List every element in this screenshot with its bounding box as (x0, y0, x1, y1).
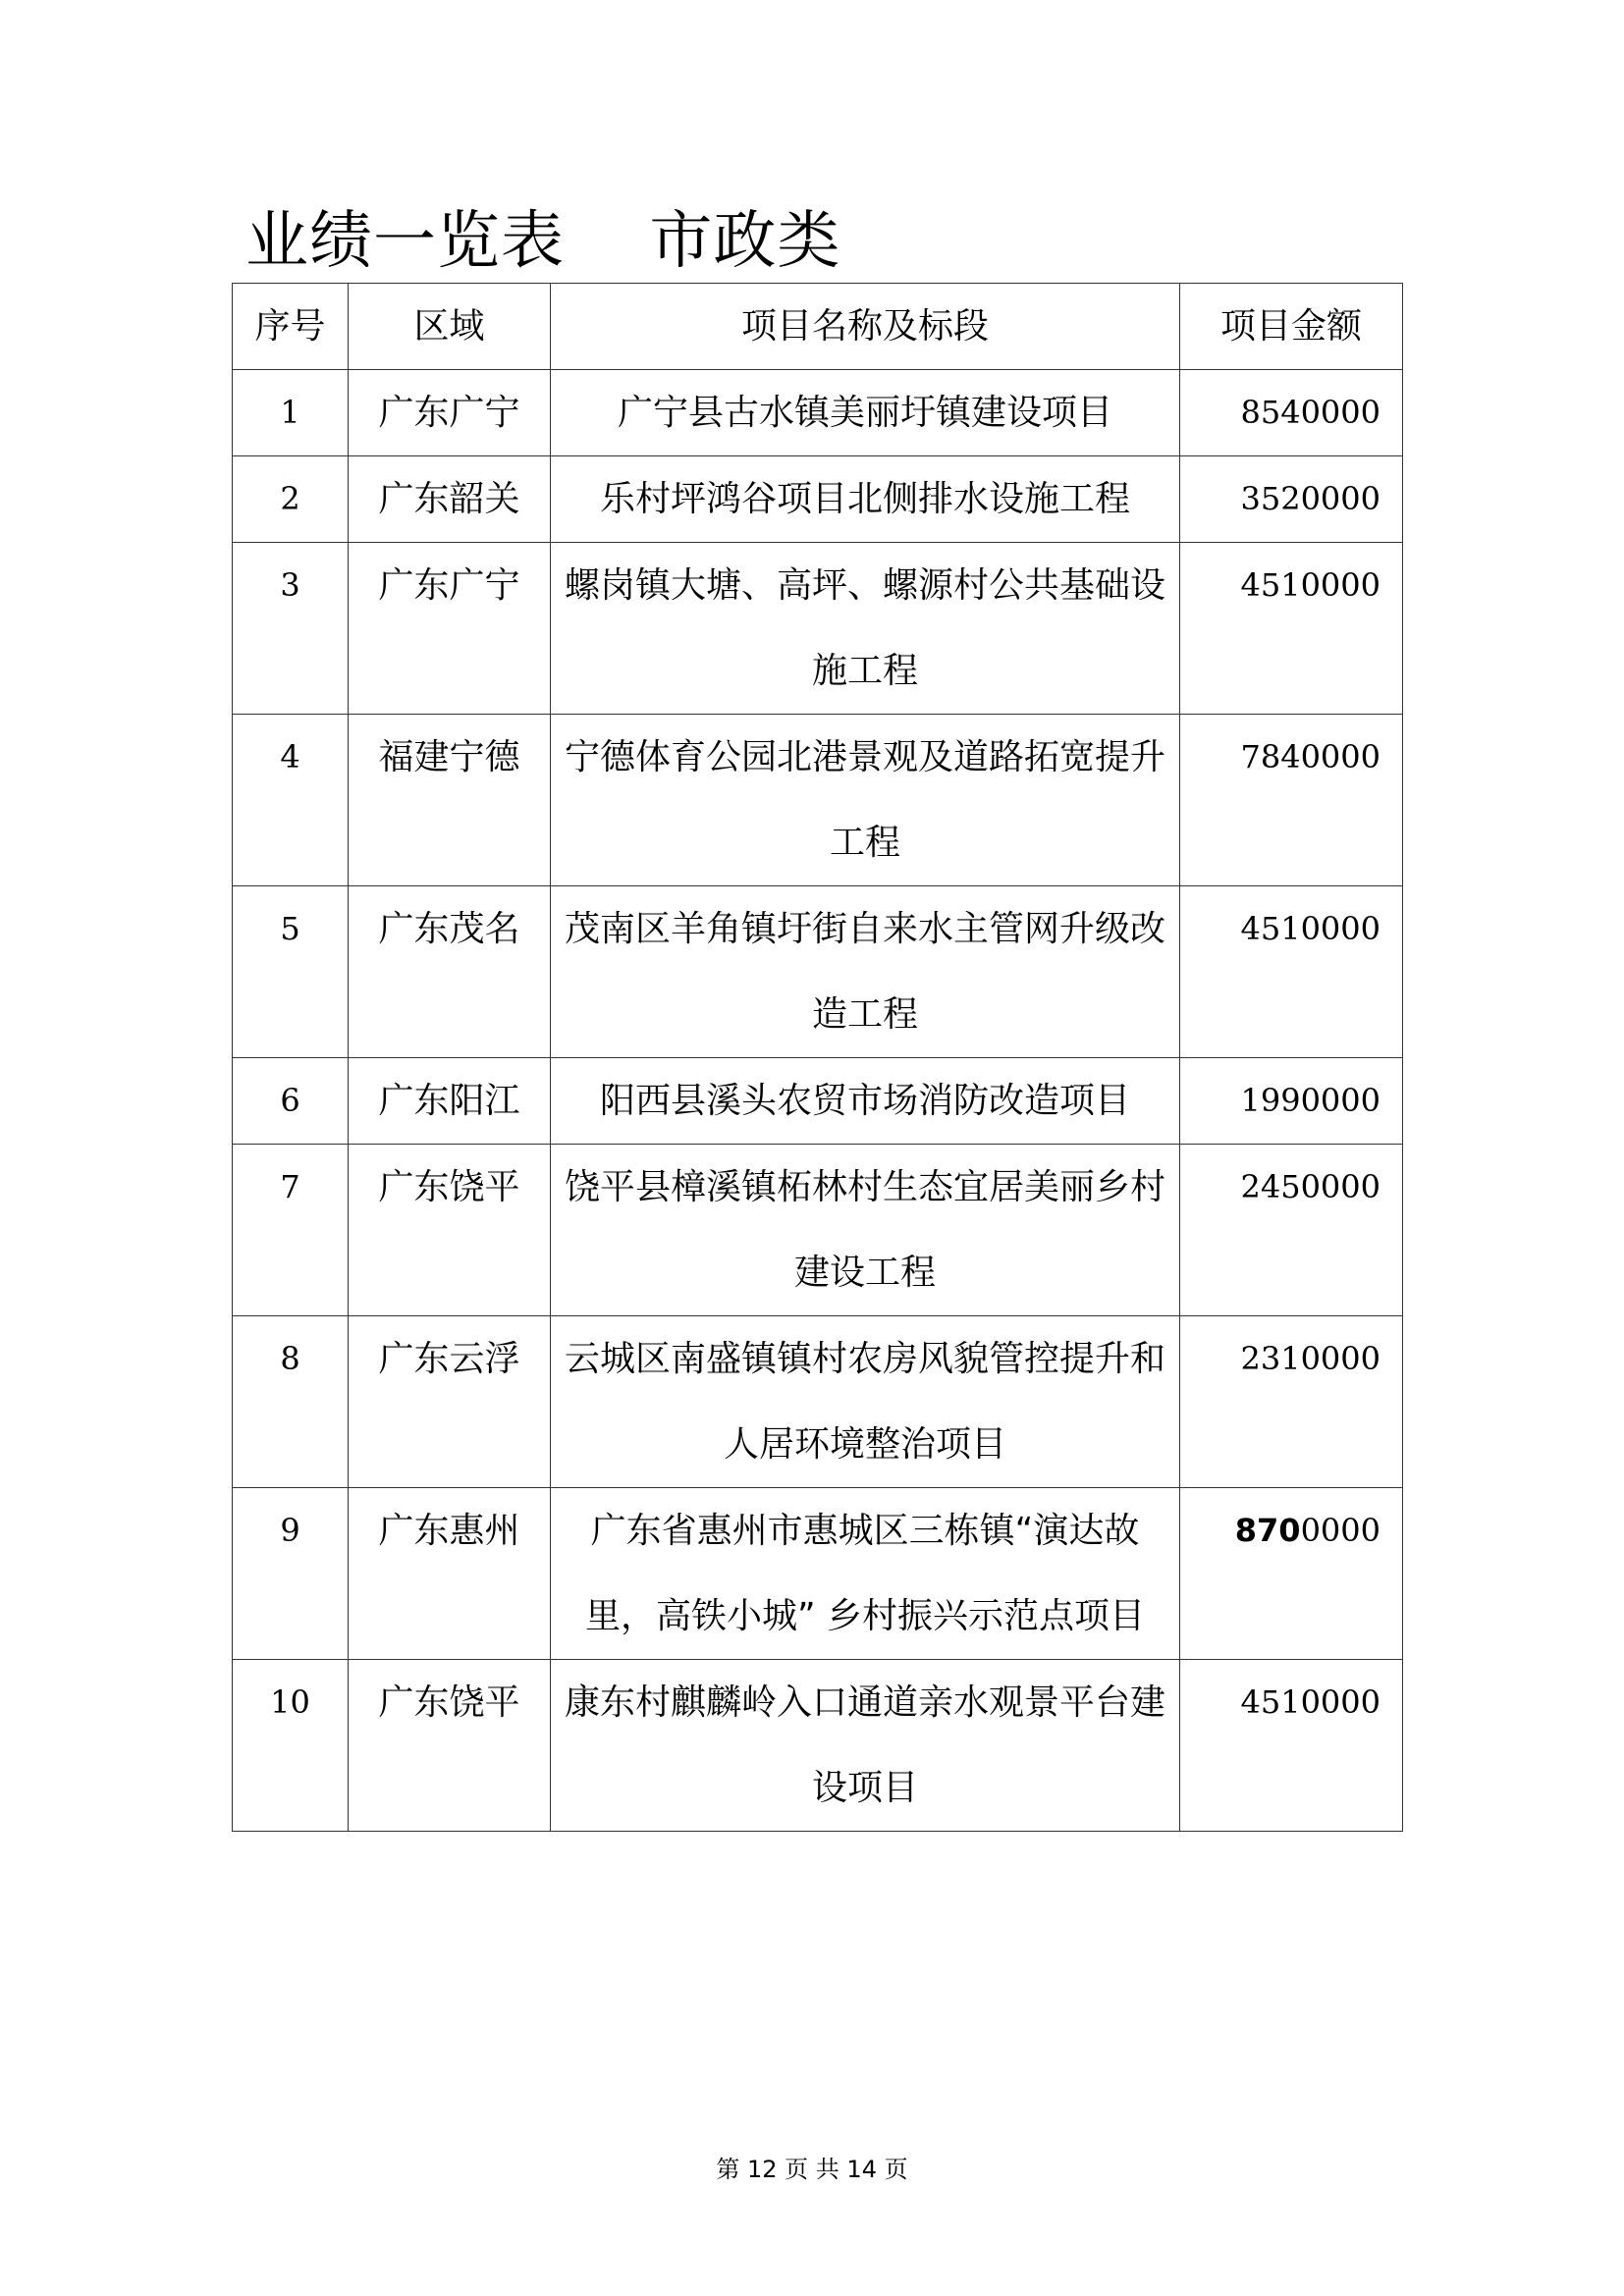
row-project-name: 云城区南盛镇镇村农房风貌管控提升和人居环境整治项目 (551, 1316, 1180, 1488)
row-region: 广东广宁 (349, 543, 551, 715)
row-project-name: 康东村麒麟岭入口通道亲水观景平台建设项目 (551, 1660, 1180, 1832)
row-project-name: 广东省惠州市惠城区三栋镇“演达故里，高铁小城” 乡村振兴示范点项目 (551, 1488, 1180, 1660)
row-project-name: 茂南区羊角镇圩街自来水主管网升级改造工程 (551, 886, 1180, 1058)
row-no: 5 (233, 886, 349, 1058)
row-amount: 3520000 (1180, 456, 1403, 543)
table-row (233, 1058, 1403, 1145)
row-region: 福建宁德 (349, 715, 551, 886)
row-no: 4 (233, 715, 349, 886)
header-name: 项目名称及标段 (551, 284, 1180, 370)
row-region: 广东茂名 (349, 886, 551, 1058)
row-no: 7 (233, 1145, 349, 1316)
table-row (233, 1145, 1403, 1316)
row-amount: 7840000 (1180, 715, 1403, 886)
row-region: 广东阳江 (349, 1058, 551, 1145)
row-amount: 2310000 (1180, 1316, 1403, 1488)
row-amount: 8540000 (1180, 370, 1403, 456)
row-no: 6 (233, 1058, 349, 1145)
row-amount-bold-part: 870 (1234, 1512, 1301, 1549)
table-row (233, 370, 1403, 456)
row-no: 10 (233, 1660, 349, 1832)
row-amount: 2450000 (1180, 1145, 1403, 1316)
row-amount: 4510000 (1180, 1660, 1403, 1832)
performance-table (232, 283, 1403, 1832)
table-row (233, 886, 1403, 1058)
row-region: 广东韶关 (349, 456, 551, 543)
row-no: 9 (233, 1488, 349, 1660)
row-project-name: 阳西县溪头农贸市场消防改造项目 (551, 1058, 1180, 1145)
row-region: 广东饶平 (349, 1145, 551, 1316)
row-amount: 1990000 (1180, 1058, 1403, 1145)
table-row (233, 1316, 1403, 1488)
header-region: 区域 (349, 284, 551, 370)
row-no: 1 (233, 370, 349, 456)
row-no: 3 (233, 543, 349, 715)
row-region: 广东云浮 (349, 1316, 551, 1488)
header-amount: 项目金额 (1180, 284, 1403, 370)
row-project-name: 饶平县樟溪镇柘林村生态宜居美丽乡村建设工程 (551, 1145, 1180, 1316)
page-title: 业绩一览表 市政类 (245, 205, 841, 278)
row-region: 广东惠州 (349, 1488, 551, 1660)
row-project-name: 螺岗镇大塘、高坪、螺源村公共基础设施工程 (551, 543, 1180, 715)
table-row (233, 456, 1403, 543)
row-no: 8 (233, 1316, 349, 1488)
table-row (233, 1488, 1403, 1660)
row-project-name: 乐村坪鸿谷项目北侧排水设施工程 (551, 456, 1180, 543)
row-amount: 4510000 (1180, 543, 1403, 715)
row-amount: 4510000 (1180, 886, 1403, 1058)
row-region: 广东广宁 (349, 370, 551, 456)
table-header-row (233, 284, 1403, 370)
page-footer: 第 12 页 共 14 页 (716, 2156, 908, 2183)
table-row (233, 715, 1403, 886)
row-amount (1180, 1488, 1403, 1660)
table-row (233, 1660, 1403, 1832)
row-amount-rest-part: 0000 (1300, 1512, 1380, 1549)
header-no: 序号 (233, 284, 349, 370)
row-region: 广东饶平 (349, 1660, 551, 1832)
row-project-name: 广宁县古水镇美丽圩镇建设项目 (551, 370, 1180, 456)
table-row (233, 543, 1403, 715)
row-project-name: 宁德体育公园北港景观及道路拓宽提升工程 (551, 715, 1180, 886)
row-no: 2 (233, 456, 349, 543)
